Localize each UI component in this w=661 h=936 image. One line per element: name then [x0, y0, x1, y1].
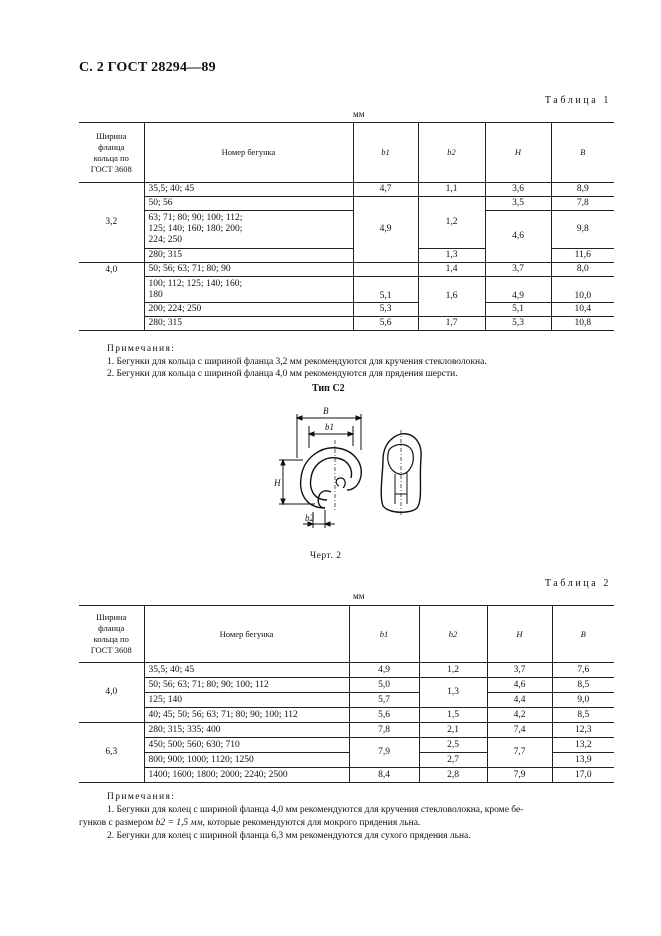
- table2-header-b2: b2: [419, 606, 487, 663]
- page-header: С. 2 ГОСТ 28294—89: [79, 60, 216, 75]
- table1-cell-H: 4,9: [485, 277, 551, 303]
- notes-title: Примечания:: [107, 792, 176, 802]
- table-row: [79, 211, 614, 249]
- table2-cell-number: 800; 900; 1000; 1120; 1250: [144, 753, 349, 768]
- table2-cell-B: 17,0: [552, 768, 614, 783]
- table1-cell-B: 8,9: [551, 183, 614, 197]
- table1-header-number: Номер бегунка: [144, 123, 353, 183]
- note-item: 2. Бегунки для кольца с шириной фланца 4,0 мм рекомендуются для прядения шерсти.: [107, 369, 458, 379]
- table1-cell-number: 50; 56: [144, 197, 353, 211]
- table2-group-width: 4,0: [79, 663, 144, 723]
- table1-group-width: 4,0: [79, 263, 144, 331]
- figure-type-label: Тип С2: [312, 383, 345, 394]
- table-row: [79, 768, 614, 783]
- table2-cell-b2: 2,1: [419, 723, 487, 738]
- table2-cell-number: 35,5; 40; 45: [144, 663, 349, 678]
- table-row: [79, 738, 614, 753]
- table-row: [79, 183, 614, 197]
- figure-caption: Черт. 2: [310, 551, 342, 561]
- table1-header-width: Ширина фланца кольца по ГОСТ 3608: [79, 123, 144, 183]
- table1-cell-B: 7,8: [551, 197, 614, 211]
- table1-header-b2: b2: [418, 123, 485, 183]
- table2-cell-B: 13,2: [552, 738, 614, 753]
- table1-cell-number: 63; 71; 80; 90; 100; 112; 125; 140; 160; 180; 200; 224; 250: [144, 211, 353, 249]
- table2-cell-b1: 5,7: [349, 693, 419, 708]
- note-item: 1. Бегунки для кольца с шириной фланца 3,2 мм рекомендуются для кручения стекловолокна.: [107, 356, 487, 367]
- table1-cell-b2: 1,6: [418, 277, 485, 317]
- traveller-outer: [301, 448, 362, 508]
- table1-cell-H: 4,6: [485, 211, 551, 263]
- traveller-inner: [311, 458, 352, 500]
- table2-cell-B: 8,5: [552, 678, 614, 693]
- table2-cell-number: 1400; 1600; 1800; 2000; 2240; 2500: [144, 768, 349, 783]
- table2-header-width: Ширина фланца кольца по ГОСТ 3608: [79, 606, 144, 663]
- table1-cell-H: 3,7: [485, 263, 551, 277]
- table2-cell-b1: 5,0: [349, 678, 419, 693]
- table-row: [79, 723, 614, 738]
- table1-cell-number: 200; 224; 250: [144, 303, 353, 317]
- table1-cell-B: 10,4: [551, 303, 614, 317]
- traveller-drawing: [265, 400, 445, 540]
- table-row: [79, 197, 614, 211]
- table1-cell-number: 35,5; 40; 45: [144, 183, 353, 197]
- table1-notes: [107, 343, 627, 381]
- table-row: [79, 708, 614, 723]
- table2-cell-B: 13,9: [552, 753, 614, 768]
- table2-unit: мм: [353, 591, 365, 601]
- table2-cell-b1: 8,4: [349, 768, 419, 783]
- table2-header-H: H: [487, 606, 552, 663]
- table2-notes: [107, 791, 627, 804]
- table2-cell-b1: 7,8: [349, 723, 419, 738]
- table2-cell-b2: 1,3: [419, 678, 487, 708]
- table1-header-B: B: [551, 123, 614, 183]
- table2-cell-H: 7,9: [487, 768, 552, 783]
- table-row: [79, 263, 614, 277]
- table1-cell-b1: [353, 263, 418, 277]
- table2-cell-H: 4,4: [487, 693, 552, 708]
- table2-cell-b1: 7,9: [349, 738, 419, 768]
- table2-cell-H: 4,6: [487, 678, 552, 693]
- table2-caption: Таблица 2: [544, 578, 611, 589]
- table1-cell-b1: 4,9: [353, 197, 418, 263]
- table1-cell-b1: 5,6: [353, 317, 418, 331]
- table2-cell-H: 7,4: [487, 723, 552, 738]
- table1: [79, 122, 614, 331]
- table1-cell-b2: 1,7: [418, 317, 485, 331]
- table2-cell-B: 9,0: [552, 693, 614, 708]
- table1-header-b1: b1: [353, 123, 418, 183]
- table1-cell-b2: 1,2: [418, 197, 485, 249]
- table1-cell-b1: 5,1: [353, 277, 418, 303]
- table2-cell-b2: 1,2: [419, 663, 487, 678]
- table1-cell-number: 280; 315: [144, 317, 353, 331]
- table2-cell-b2: 2,5: [419, 738, 487, 753]
- table2-header-B: B: [552, 606, 614, 663]
- table1-cell-number: 100; 112; 125; 140; 160; 180: [144, 277, 353, 303]
- table2-header-row: [79, 606, 614, 663]
- table1-cell-number: 50; 56; 63; 71; 80; 90: [144, 263, 353, 277]
- table2-header-b1: b1: [349, 606, 419, 663]
- table1-header-H: H: [485, 123, 551, 183]
- table1-cell-B: 9,8: [551, 211, 614, 249]
- table2-cell-H: 3,7: [487, 663, 552, 678]
- table1-cell-H: 5,3: [485, 317, 551, 331]
- table-row: [79, 317, 614, 331]
- table2-cell-b2: 2,8: [419, 768, 487, 783]
- note-item: 1. Бегунки для колец с шириной фланца 4,0 мм рекомендуются для кручения стекловолокна, кроме бе-: [107, 805, 524, 815]
- table1-cell-H: 5,1: [485, 303, 551, 317]
- dim-b2-label: b2: [305, 513, 314, 523]
- table2-cell-B: 12,3: [552, 723, 614, 738]
- table1-cell-b1: 4,7: [353, 183, 418, 197]
- table1-cell-B: 8,0: [551, 263, 614, 277]
- table2-cell-H: 4,2: [487, 708, 552, 723]
- table2-group-width: 6,3: [79, 723, 144, 783]
- table2-cell-H: 7,7: [487, 738, 552, 768]
- note-item-continuation: гунков с размером b2 = 1,5 мм, которые рекомендуются для мокрого прядения льна.: [79, 818, 421, 828]
- table2-header-number: Номер бегунка: [144, 606, 349, 663]
- table2-cell-number: 450; 500; 560; 630; 710: [144, 738, 349, 753]
- dim-B-label: B: [323, 406, 329, 416]
- table1-cell-b2: 1,3: [418, 249, 485, 263]
- table1-header-row: [79, 123, 614, 183]
- table1-group-width: 3,2: [79, 183, 144, 263]
- table2: [79, 605, 614, 783]
- table1-unit: мм: [353, 109, 365, 119]
- table1-cell-H: 3,5: [485, 197, 551, 211]
- table1-caption: Таблица 1: [544, 95, 611, 106]
- table2-cell-b2: 2,7: [419, 753, 487, 768]
- table-row: [79, 678, 614, 693]
- table1-cell-B: 11,6: [551, 249, 614, 263]
- table1-cell-B: 10,0: [551, 277, 614, 303]
- table-row: [79, 277, 614, 303]
- table1-cell-H: 3,6: [485, 183, 551, 197]
- table-row: [79, 303, 614, 317]
- table1-cell-b1: 5,3: [353, 303, 418, 317]
- table2-cell-b2: 1,5: [419, 708, 487, 723]
- dim-H-label: H: [274, 478, 281, 488]
- notes-title: Примечания:: [107, 344, 176, 354]
- table1-cell-number: 280; 315: [144, 249, 353, 263]
- side-view-eye: [388, 444, 414, 474]
- table2-cell-number: 125; 140: [144, 693, 349, 708]
- table2-cell-b1: 5,6: [349, 708, 419, 723]
- note-item: 2. Бегунки для колец с шириной фланца 6,3 мм рекомендуются для сухого прядения льна.: [107, 831, 471, 841]
- table-row: [79, 663, 614, 678]
- table2-cell-b1: 4,9: [349, 663, 419, 678]
- table1-cell-B: 10,8: [551, 317, 614, 331]
- table1-cell-b2: 1,4: [418, 263, 485, 277]
- table2-cell-number: 280; 315; 335; 400: [144, 723, 349, 738]
- table2-cell-B: 8,5: [552, 708, 614, 723]
- table1-cell-b2: 1,1: [418, 183, 485, 197]
- table2-cell-number: 40; 45; 50; 56; 63; 71; 80; 90; 100; 112: [144, 708, 349, 723]
- table-row: [79, 693, 614, 708]
- table2-cell-number: 50; 56; 63; 71; 80; 90; 100; 112: [144, 678, 349, 693]
- traveller-end: [336, 478, 345, 488]
- table2-cell-B: 7,6: [552, 663, 614, 678]
- dim-b1-label: b1: [325, 422, 334, 432]
